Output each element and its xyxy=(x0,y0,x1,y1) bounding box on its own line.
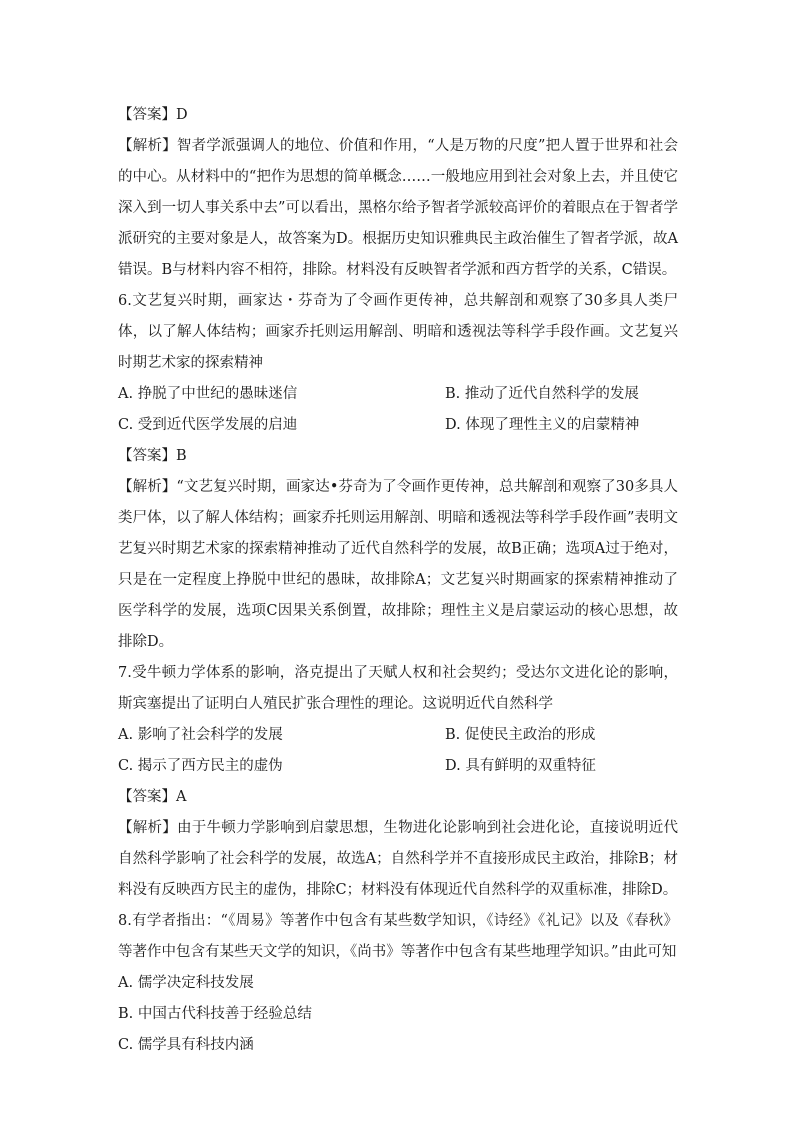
question-7-analysis: 【解析】由于牛顿力学影响到启蒙思想，生物进化论影响到社会进化论，直接说明近代自然科学影响了社会科学的发展，故选A；自然科学并不直接形成民主政治，排除B；材料没有反映西方民主的虚伪，排除C；材料没有体现近代自然科学的双重标准，排除D。 xyxy=(118,820,678,898)
question-6-option-a: A. 挣脱了中世纪的愚昧迷信 xyxy=(118,386,298,402)
document-content xyxy=(118,100,678,1061)
question-6-answer: 【答案】B xyxy=(118,448,187,464)
question-6-stem: 6.文艺复兴时期，画家达・芬奇为了令画作更传神，总共解剖和观察了30多具人类尸体，以了解人体结构；画家乔托则运用解剖、明暗和透视法等科学手段作画。文艺复兴时期艺术家的探索精神 xyxy=(118,293,678,371)
question-7-answer: 【答案】A xyxy=(118,789,187,805)
question-7-option-b: B. 促使民主政治的形成 xyxy=(445,727,596,743)
question-6-options xyxy=(118,379,678,441)
question-8-option-c: C. 儒学具有科技内涵 xyxy=(118,1037,254,1053)
question-7-options xyxy=(118,720,678,782)
question-7-option-a: A. 影响了社会科学的发展 xyxy=(118,727,283,743)
question-6-option-d: D. 体现了理性主义的启蒙精神 xyxy=(445,417,640,433)
answer-label: 【答案】D xyxy=(118,107,188,123)
analysis-paragraph: 【解析】智者学派强调人的地位、价值和作用，“人是万物的尺度”把人置于世界和社会的中心。从材料中的“把作为思想的简单概念……一般地应用到社会对象上去，并且使它深入到一切人事关系中去”可以看出，黑格尔给予智者学派较高评价的着眼点在于智者学派研究的主要对象是人，故答案为D。根据历史知识雅典民主政治催生了智者学派，故A错误。B与材料内容不相符，排除。材料没有反映智者学派和西方哲学的关系，C错误。 xyxy=(118,138,678,278)
question-7-option-c: C. 揭示了西方民主的虚伪 xyxy=(118,758,283,774)
question-6-analysis: 【解析】“文艺复兴时期，画家达•芬奇为了令画作更传神，总共解剖和观察了30多具人类尸体，以了解人体结构；画家乔托则运用解剖、明暗和透视法等科学手段作画”表明文艺复兴时期艺术家的探索精神推动了近代自然科学的发展，故B正确；选项A过于绝对，只是在一定程度上挣脱中世纪的愚昧，故排除A；文艺复兴时期画家的探索精神推动了医学科学的发展，选项C因果关系倒置，故排除；理性主义是启蒙运动的核心思想，故排除D。 xyxy=(118,479,678,650)
question-8-stem: 8.有学者指出：“《周易》等著作中包含有某些数学知识，《诗经》《礼记》以及《春秋》等著作中包含有某些天文学的知识，《尚书》等著作中包含有某些地理学知识。”由此可知 xyxy=(118,913,678,960)
question-7-stem: 7.受牛顿力学体系的影响，洛克提出了天赋人权和社会契约；受达尔文进化论的影响，斯宾塞提出了证明白人殖民扩张合理性的理论。这说明近代自然科学 xyxy=(118,665,678,712)
question-7-option-d: D. 具有鲜明的双重特征 xyxy=(445,758,596,774)
question-8-option-b: B. 中国古代科技善于经验总结 xyxy=(118,1006,312,1022)
question-6-option-b: B. 推动了近代自然科学的发展 xyxy=(445,386,639,402)
question-6-option-c: C. 受到近代医学发展的启迪 xyxy=(118,417,298,433)
question-8-option-a: A. 儒学决定科技发展 xyxy=(118,975,254,991)
